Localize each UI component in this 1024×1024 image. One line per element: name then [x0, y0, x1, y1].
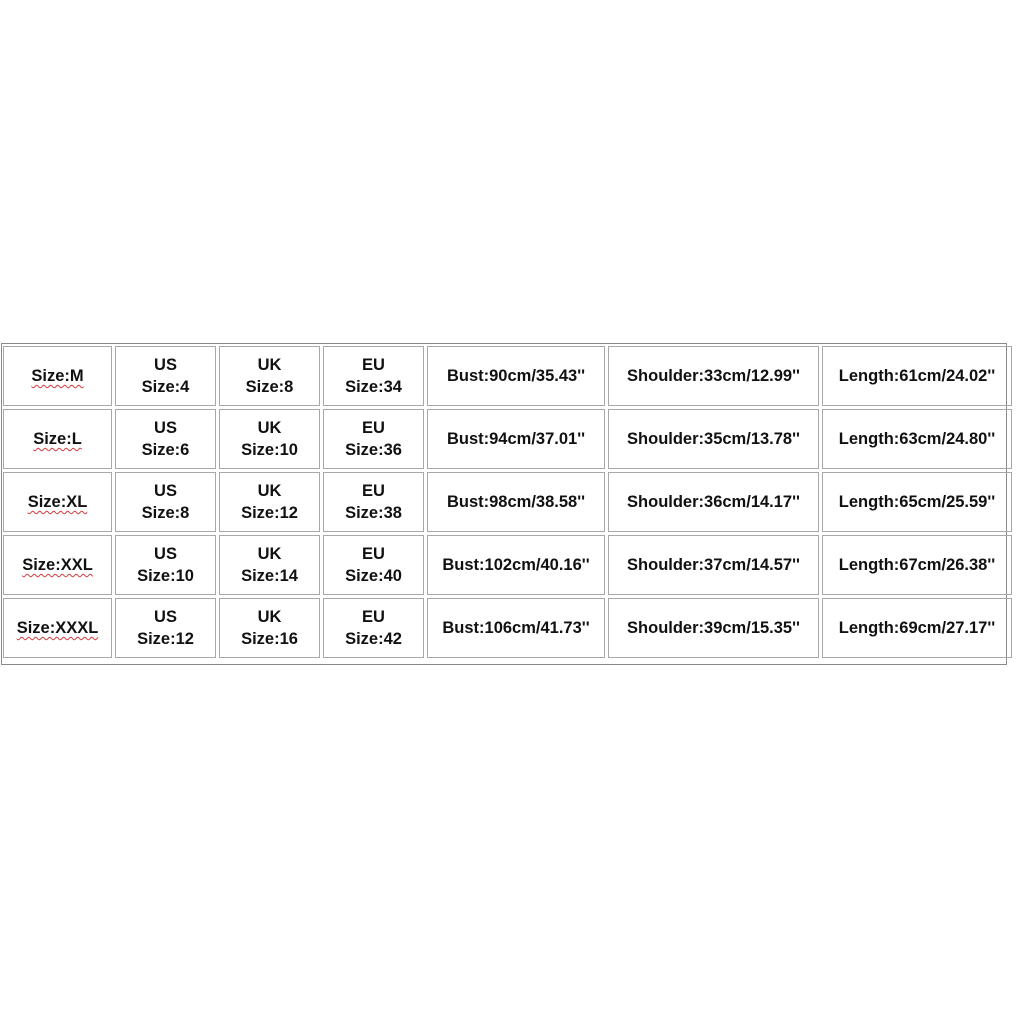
eu-size-cell: [323, 409, 424, 469]
bust-cell: Bust:90cm/35.43'': [427, 346, 605, 406]
uk-size-value: Size:12: [241, 504, 298, 522]
size-label: Size:XL: [27, 493, 88, 511]
eu-label: EU: [362, 356, 385, 374]
us-size-value: Size:6: [141, 441, 190, 459]
uk-label: UK: [257, 419, 282, 437]
size-cell: [3, 535, 112, 595]
bust-cell: Bust:98cm/38.58'': [427, 472, 605, 532]
eu-label: EU: [362, 608, 385, 626]
uk-size-value: Size:10: [241, 441, 298, 459]
uk-size-value: Size:16: [241, 630, 298, 648]
eu-size-cell: [323, 535, 424, 595]
us-label: US: [154, 419, 177, 437]
us-size-value: Size:4: [141, 378, 190, 396]
us-label: US: [154, 482, 177, 500]
us-size-value: Size:8: [141, 504, 190, 522]
uk-size-value: Size:14: [241, 567, 298, 585]
us-label: US: [154, 545, 177, 563]
us-label: US: [154, 608, 177, 626]
uk-label: UK: [257, 545, 282, 563]
uk-label: UK: [257, 608, 282, 626]
bust-cell: Bust:106cm/41.73'': [427, 598, 605, 658]
us-size-value: Size:12: [137, 630, 194, 648]
uk-size-cell: [219, 346, 320, 406]
uk-size-cell: [219, 535, 320, 595]
eu-size-cell: [323, 598, 424, 658]
eu-size-cell: [323, 346, 424, 406]
shoulder-cell: Shoulder:39cm/15.35'': [608, 598, 819, 658]
length-cell: Length:61cm/24.02'': [822, 346, 1012, 406]
size-cell: [3, 598, 112, 658]
eu-size-value: Size:36: [345, 441, 402, 459]
shoulder-cell: Shoulder:36cm/14.17'': [608, 472, 819, 532]
size-cell: [3, 472, 112, 532]
us-size-cell: [115, 409, 216, 469]
bust-cell: Bust:102cm/40.16'': [427, 535, 605, 595]
size-cell: [3, 346, 112, 406]
uk-size-cell: [219, 409, 320, 469]
us-label: US: [154, 356, 177, 374]
shoulder-cell: Shoulder:33cm/12.99'': [608, 346, 819, 406]
length-cell: Length:65cm/25.59'': [822, 472, 1012, 532]
eu-label: EU: [362, 545, 385, 563]
eu-size-cell: [323, 472, 424, 532]
bust-cell: Bust:94cm/37.01'': [427, 409, 605, 469]
size-chart-table: [1, 343, 1007, 665]
uk-size-cell: [219, 472, 320, 532]
us-size-cell: [115, 346, 216, 406]
size-label: Size:XXXL: [16, 619, 99, 637]
uk-size-value: Size:8: [245, 378, 294, 396]
us-size-cell: [115, 598, 216, 658]
uk-label: UK: [257, 482, 282, 500]
eu-label: EU: [362, 419, 385, 437]
size-label: Size:XXL: [22, 556, 93, 574]
us-size-cell: [115, 535, 216, 595]
eu-label: EU: [362, 482, 385, 500]
size-label: Size:L: [33, 430, 82, 448]
eu-size-value: Size:34: [345, 378, 402, 396]
length-cell: Length:63cm/24.80'': [822, 409, 1012, 469]
eu-size-value: Size:40: [345, 567, 402, 585]
length-cell: Length:69cm/27.17'': [822, 598, 1012, 658]
uk-size-cell: [219, 598, 320, 658]
us-size-value: Size:10: [137, 567, 194, 585]
shoulder-cell: Shoulder:37cm/14.57'': [608, 535, 819, 595]
length-cell: Length:67cm/26.38'': [822, 535, 1012, 595]
eu-size-value: Size:38: [345, 504, 402, 522]
us-size-cell: [115, 472, 216, 532]
eu-size-value: Size:42: [345, 630, 402, 648]
shoulder-cell: Shoulder:35cm/13.78'': [608, 409, 819, 469]
uk-label: UK: [257, 356, 282, 374]
size-label: Size:M: [31, 367, 84, 385]
size-cell: [3, 409, 112, 469]
